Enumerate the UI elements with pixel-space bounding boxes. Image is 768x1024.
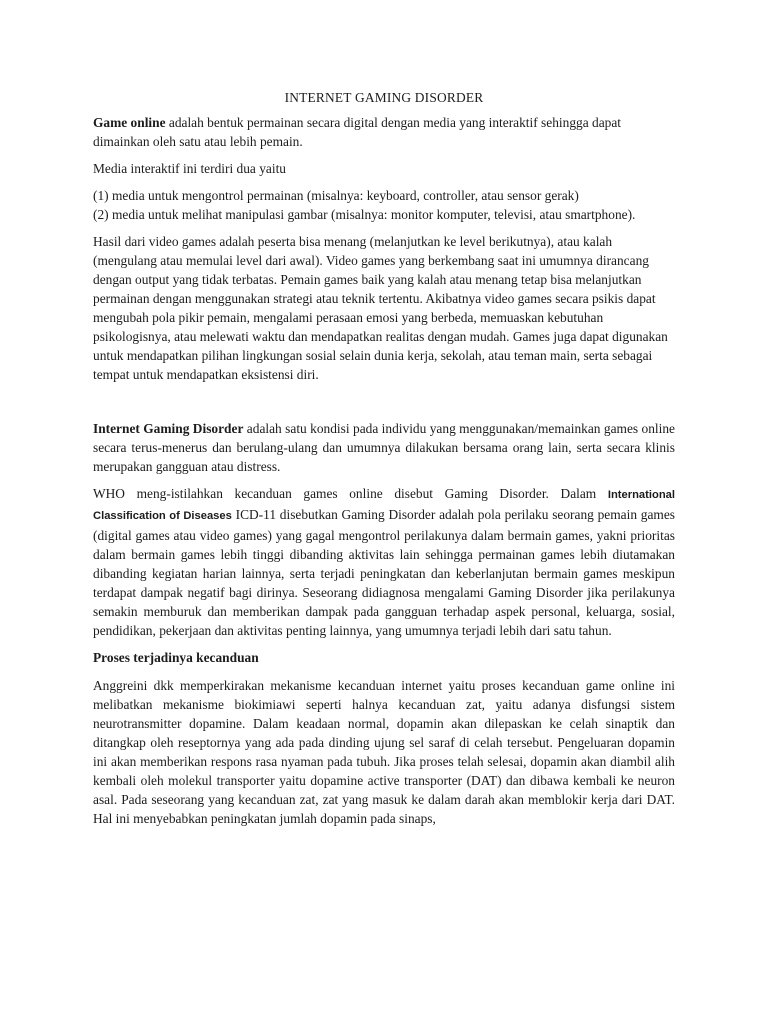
- paragraph-game-online: [93, 113, 675, 151]
- term-game-online: Game online: [93, 115, 166, 130]
- paragraph-internet-gaming-disorder-text: adalah satu kondisi pada individu yang menggunakan/memainkan games online secara terus-menerus dan berulang-ulang dan umumnya dilakukan bersama orang lain, serta secara klinis merupakan gangguan atau distress.: [93, 421, 675, 474]
- paragraph-who-intro: WHO meng-istilahkan kecanduan games online disebut Gaming Disorder. Dalam: [93, 486, 608, 501]
- document-body: [93, 88, 675, 836]
- paragraph-media-list: [93, 186, 675, 224]
- paragraph-media-interaktif: Media interaktif ini terdiri dua yaitu: [93, 161, 286, 176]
- paragraph-who-text: ICD-11 disebutkan Gaming Disorder adalah pola perilaku seorang pemain games (digital games atau video games) yang gagal mengontrol perilakunya dalam bermain games, yakni prioritas dalam bermain games lebih tinggi dibanding aktivitas lain sehingga permainan games lebih diutamakan dibanding kegiatan harian lainnya, serta terjadi peningkatan dan keberlanjutan bermain games meskipun terdapat dampak negatif bagi dirinya. Seseorang didiagnosa mengalami Gaming Disorder jika perilakunya semakin memburuk dan memberikan dampak pada gangguan terhadap aspek personal, keluarga, sosial, pendidikan, pekerjaan dan aktivitas penting lainnya, yang umumnya terjadi lebih dari satu tahun.: [93, 507, 675, 638]
- media-list-item-1: (1) media untuk mengontrol permainan (misalnya: keyboard, controller, atau sensor gerak): [93, 188, 579, 203]
- term-internet-gaming-disorder: Internet Gaming Disorder: [93, 421, 244, 436]
- term-icd: International Classification of Diseases: [93, 489, 675, 522]
- paragraph-who-definition: [93, 484, 675, 640]
- section-heading-proses: Proses terjadinya kecanduan: [93, 650, 259, 665]
- media-list-item-2: (2) media untuk melihat manipulasi gambar (misalnya: monitor komputer, televisi, atau smartphone).: [93, 207, 636, 222]
- paragraph-internet-gaming-disorder: [93, 419, 675, 476]
- paragraph-hasil-video-games: Hasil dari video games adalah peserta bisa menang (melanjutkan ke level berikutnya), atau kalah (mengulang atau memulai level dari awal). Video games yang berkembang saat ini umumnya dirancang dengan output yang tidak terbatas. Pemain games baik yang kalah atau menang tetap bisa melanjutkan permainan dengan menggunakan strategi atau teknik tertentu. Akibatnya video games secara psikis dapat mengubah pola pikir pemain, mengalami perasaan emosi yang berbeda, memuaskan kebutuhan psikologisnya, atau melewati waktu dan mendapatkan realitas dengan mudah. Games juga dapat digunakan untuk mendapatkan pilihan lingkungan sosial selain dunia kerja, sekolah, atau teman main, serta sebagai tempat untuk mendapatkan eksistensi diri.: [93, 234, 668, 382]
- paragraph-anggreini: Anggreini dkk memperkirakan mekanisme kecanduan internet yaitu proses kecanduan game online ini melibatkan mekanisme biokimiawi seperti halnya kecanduan zat, yaitu adanya disfungsi sistem neurotransmitter dopamine. Dalam keadaan normal, dopamin akan dilepaskan ke celah sinaptik dan ditangkap oleh reseptornya yang ada pada dinding ujung sel saraf di celah tersebut. Pengeluaran dopamin ini akan memberikan respons rasa nyaman pada tubuh. Jika proses telah selesai, dopamin akan diambil alih kembali oleh molekul transporter yaitu dopamine active transporter (DAT) dan dibawa kembali ke neuron asal. Pada seseorang yang kecanduan zat, zat yang masuk ke dalam darah akan memblokir kerja dari DAT. Hal ini menyebabkan peningkatan jumlah dopamin pada sinaps,: [93, 678, 675, 826]
- blank-line: [93, 392, 675, 419]
- document-title: INTERNET GAMING DISORDER: [284, 90, 484, 105]
- paragraph-game-online-text: adalah bentuk permainan secara digital dengan media yang interaktif sehingga dapat dimainkan oleh satu atau lebih pemain.: [93, 115, 622, 149]
